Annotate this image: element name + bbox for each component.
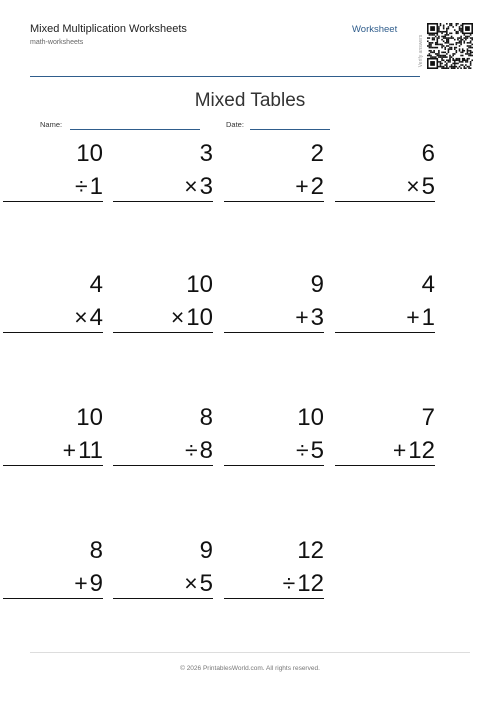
problem-item: [113, 405, 213, 466]
problem-bottom-row: [335, 173, 435, 202]
problem-bottom-number: 12: [408, 437, 435, 464]
operator-symbol: +: [62, 437, 77, 463]
date-label: Date:: [226, 120, 244, 129]
problem-bottom-number: 3: [310, 304, 324, 331]
problem-bottom-number: 9: [89, 570, 103, 597]
problem-item: [113, 272, 213, 333]
problem-top-number: 8: [199, 404, 213, 431]
operator-symbol: +: [392, 437, 407, 463]
header-divider: [30, 76, 420, 77]
problem-top-number: 6: [421, 140, 435, 167]
problem-bottom-row: [224, 304, 324, 333]
operator-symbol: +: [74, 570, 88, 596]
problem-bottom-row: [335, 304, 435, 333]
problem-item: [113, 141, 213, 202]
problem-bottom-row: [113, 437, 213, 466]
problem-top-number: 2: [310, 140, 324, 167]
problem-bottom-row: [113, 173, 213, 202]
problem-bottom-row: [224, 437, 324, 466]
problem-bottom-number: 2: [310, 173, 324, 200]
problem-bottom-row: [113, 304, 213, 333]
problem-bottom-number: 5: [199, 570, 213, 597]
problem-bottom-number: 5: [421, 173, 435, 200]
problem-bottom-number: 10: [186, 304, 213, 331]
name-label: Name:: [40, 120, 63, 129]
operator-symbol: ÷: [75, 173, 88, 199]
problem-bottom-row: [224, 173, 324, 202]
problem-item: [3, 538, 103, 599]
operator-symbol: ×: [170, 304, 185, 330]
problem-bottom-row: [335, 437, 435, 466]
problem-item: [224, 272, 324, 333]
qr-code-icon[interactable]: [427, 17, 473, 75]
problem-top-number: 8: [89, 537, 103, 564]
problem-item: [3, 405, 103, 466]
problem-item: [224, 405, 324, 466]
date-field[interactable]: [250, 129, 330, 130]
problem-bottom-number: 3: [199, 173, 213, 200]
problem-item: [335, 141, 435, 202]
problem-top-number: 9: [199, 537, 213, 564]
problem-top-number: 9: [310, 271, 324, 298]
problem-item: [3, 141, 103, 202]
problem-top-number: 3: [199, 140, 213, 167]
problem-top-number: 10: [297, 404, 324, 431]
name-field[interactable]: [70, 129, 200, 130]
problem-bottom-number: 1: [89, 173, 103, 200]
copyright-footer: © 2026 PrintablesWorld.com. All rights reserved.: [180, 665, 320, 672]
footer-divider: [30, 652, 470, 653]
problem-bottom-number: 4: [89, 304, 103, 331]
problem-item: [113, 538, 213, 599]
problem-bottom-number: 12: [297, 570, 324, 597]
operator-symbol: ×: [406, 173, 420, 199]
problem-item: [335, 405, 435, 466]
problem-item: [224, 141, 324, 202]
operator-symbol: ÷: [185, 437, 198, 463]
problem-bottom-row: [3, 437, 103, 466]
problem-top-number: 12: [297, 537, 324, 564]
operator-symbol: ×: [184, 570, 198, 596]
problem-bottom-number: 5: [310, 437, 324, 464]
problem-bottom-number: 11: [78, 437, 103, 464]
problem-bottom-row: [3, 570, 103, 599]
operator-symbol: ×: [184, 173, 198, 199]
worksheet-subtitle: math-worksheets: [30, 39, 84, 46]
verify-answers-label: Verify answers: [418, 34, 424, 68]
operator-symbol: +: [406, 304, 420, 330]
worksheet-title-header: Mixed Multiplication Worksheets: [30, 23, 187, 35]
operator-symbol: ÷: [296, 437, 309, 463]
problem-bottom-row: [224, 570, 324, 599]
operator-symbol: +: [295, 304, 309, 330]
problem-bottom-number: 8: [199, 437, 213, 464]
page-title: Mixed Tables: [194, 90, 306, 111]
problem-bottom-row: [3, 173, 103, 202]
operator-symbol: ÷: [282, 570, 296, 596]
operator-symbol: +: [295, 173, 309, 199]
problem-top-number: 7: [421, 404, 435, 431]
problem-item: [224, 538, 324, 599]
problem-bottom-number: 1: [421, 304, 435, 331]
problem-top-number: 10: [76, 404, 103, 431]
problem-item: [3, 272, 103, 333]
problem-top-number: 10: [76, 140, 103, 167]
problem-bottom-row: [113, 570, 213, 599]
problem-item: [335, 272, 435, 333]
operator-symbol: ×: [74, 304, 88, 330]
problem-top-number: 10: [186, 271, 213, 298]
worksheet-tag-link[interactable]: Worksheet: [352, 24, 398, 35]
problem-bottom-row: [3, 304, 103, 333]
problem-top-number: 4: [421, 271, 435, 298]
problem-top-number: 4: [89, 271, 103, 298]
